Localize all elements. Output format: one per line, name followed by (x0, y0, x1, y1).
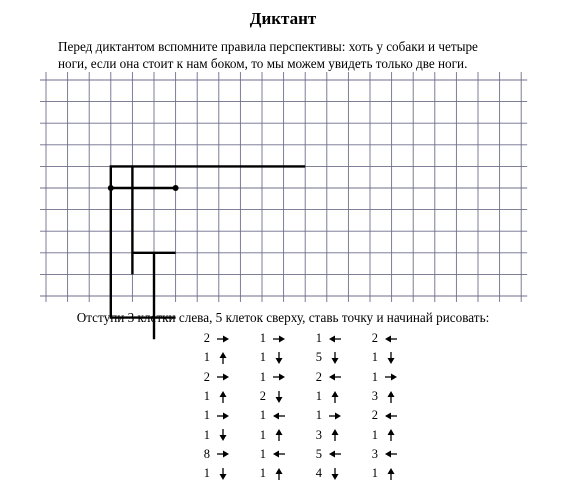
step-count: 3 (371, 446, 378, 461)
arrow-right-icon (384, 372, 398, 382)
arrow-right-icon (272, 372, 286, 382)
dictation-step (198, 408, 254, 423)
arrow-down-icon (216, 429, 230, 441)
step-count: 1 (315, 408, 322, 423)
dictation-step (254, 370, 310, 385)
step-count: 1 (203, 427, 210, 442)
arrow-up-icon (328, 391, 342, 403)
step-count: 1 (371, 466, 378, 481)
step-row (198, 368, 422, 387)
arrow-right-icon (216, 449, 230, 459)
dictation-step (366, 466, 422, 481)
dictation-instruction: Отступи 3 клетки слева, 5 клеток сверху, ставь точку и начинай рисовать: (76, 310, 490, 325)
step-count: 3 (371, 389, 378, 404)
dog-eye (173, 185, 179, 191)
step-count: 1 (371, 369, 378, 384)
arrow-down-icon (328, 352, 342, 364)
dictation-step (198, 447, 254, 462)
arrow-up-icon (272, 429, 286, 441)
step-count: 4 (315, 466, 322, 481)
dictation-step (310, 370, 366, 385)
start-point (108, 185, 114, 191)
step-row (198, 348, 422, 367)
step-count: 5 (315, 350, 322, 365)
arrow-down-icon (272, 391, 286, 403)
arrow-left-icon (328, 449, 342, 459)
arrow-right-icon (216, 411, 230, 421)
dictation-step (198, 331, 254, 346)
step-count: 1 (259, 331, 266, 346)
dictation-step (366, 447, 422, 462)
step-count: 1 (259, 446, 266, 461)
arrow-left-icon (272, 411, 286, 421)
step-row (198, 464, 422, 483)
step-count: 1 (259, 350, 266, 365)
dictation-step (198, 370, 254, 385)
dictation-step (310, 408, 366, 423)
page-title: Диктант (249, 9, 317, 28)
arrow-right-icon (328, 411, 342, 421)
step-count: 1 (259, 427, 266, 442)
arrow-down-icon (384, 352, 398, 364)
arrow-left-icon (328, 372, 342, 382)
step-count: 2 (203, 369, 210, 384)
dictation-step (254, 389, 310, 404)
arrow-left-icon (384, 334, 398, 344)
arrow-left-icon (328, 334, 342, 344)
dictation-step (310, 331, 366, 346)
dictation-step (366, 408, 422, 423)
step-count: 1 (371, 427, 378, 442)
arrow-right-icon (272, 334, 286, 344)
arrow-down-icon (272, 352, 286, 364)
dictation-step (366, 331, 422, 346)
dictation-step (254, 350, 310, 365)
step-count: 1 (203, 350, 210, 365)
dictation-step (310, 428, 366, 443)
step-count: 1 (203, 466, 210, 481)
step-count: 2 (371, 408, 378, 423)
dictation-step (198, 350, 254, 365)
arrow-down-icon (216, 468, 230, 480)
step-count: 5 (315, 446, 322, 461)
arrow-right-icon (216, 372, 230, 382)
dictation-step (254, 428, 310, 443)
step-count: 1 (315, 389, 322, 404)
intro-line-1: Перед диктантом вспомните правила перспективы: хоть у собаки и четыре (58, 39, 478, 54)
step-count: 1 (203, 408, 210, 423)
arrow-up-icon (384, 429, 398, 441)
arrow-up-icon (216, 391, 230, 403)
dictation-step (310, 389, 366, 404)
step-count: 2 (203, 331, 210, 346)
step-row (198, 329, 422, 348)
dictation-step (366, 370, 422, 385)
dictation-step (310, 350, 366, 365)
step-count: 1 (203, 389, 210, 404)
step-row (198, 425, 422, 444)
step-count: 2 (315, 369, 322, 384)
arrow-left-icon (384, 411, 398, 421)
dictation-step (254, 447, 310, 462)
dictation-step (198, 428, 254, 443)
arrow-up-icon (272, 468, 286, 480)
step-count: 1 (315, 331, 322, 346)
dictation-step (254, 466, 310, 481)
dictation-step (366, 428, 422, 443)
dictation-step (254, 331, 310, 346)
dictation-step (198, 389, 254, 404)
arrow-left-icon (384, 449, 398, 459)
step-count: 1 (259, 466, 266, 481)
step-count: 3 (315, 427, 322, 442)
dictation-step (310, 466, 366, 481)
dictation-step (254, 408, 310, 423)
arrow-up-icon (328, 429, 342, 441)
intro-line-2: ноги, если она стоит к нам боком, то мы можем увидеть только две ноги. (58, 56, 468, 71)
step-row (198, 445, 422, 464)
dictation-step (198, 466, 254, 481)
arrow-right-icon (216, 334, 230, 344)
arrow-left-icon (272, 449, 286, 459)
step-count: 1 (259, 369, 266, 384)
arrow-up-icon (384, 391, 398, 403)
step-count: 8 (203, 446, 210, 461)
dictation-step (310, 447, 366, 462)
dictation-step (366, 350, 422, 365)
arrow-down-icon (328, 468, 342, 480)
dictation-step (366, 389, 422, 404)
step-row (198, 406, 422, 425)
dictation-steps (198, 329, 422, 483)
step-count: 1 (371, 350, 378, 365)
step-count: 2 (371, 331, 378, 346)
arrow-up-icon (216, 352, 230, 364)
arrow-up-icon (384, 468, 398, 480)
step-row (198, 387, 422, 406)
step-count: 2 (259, 389, 266, 404)
step-count: 1 (259, 408, 266, 423)
